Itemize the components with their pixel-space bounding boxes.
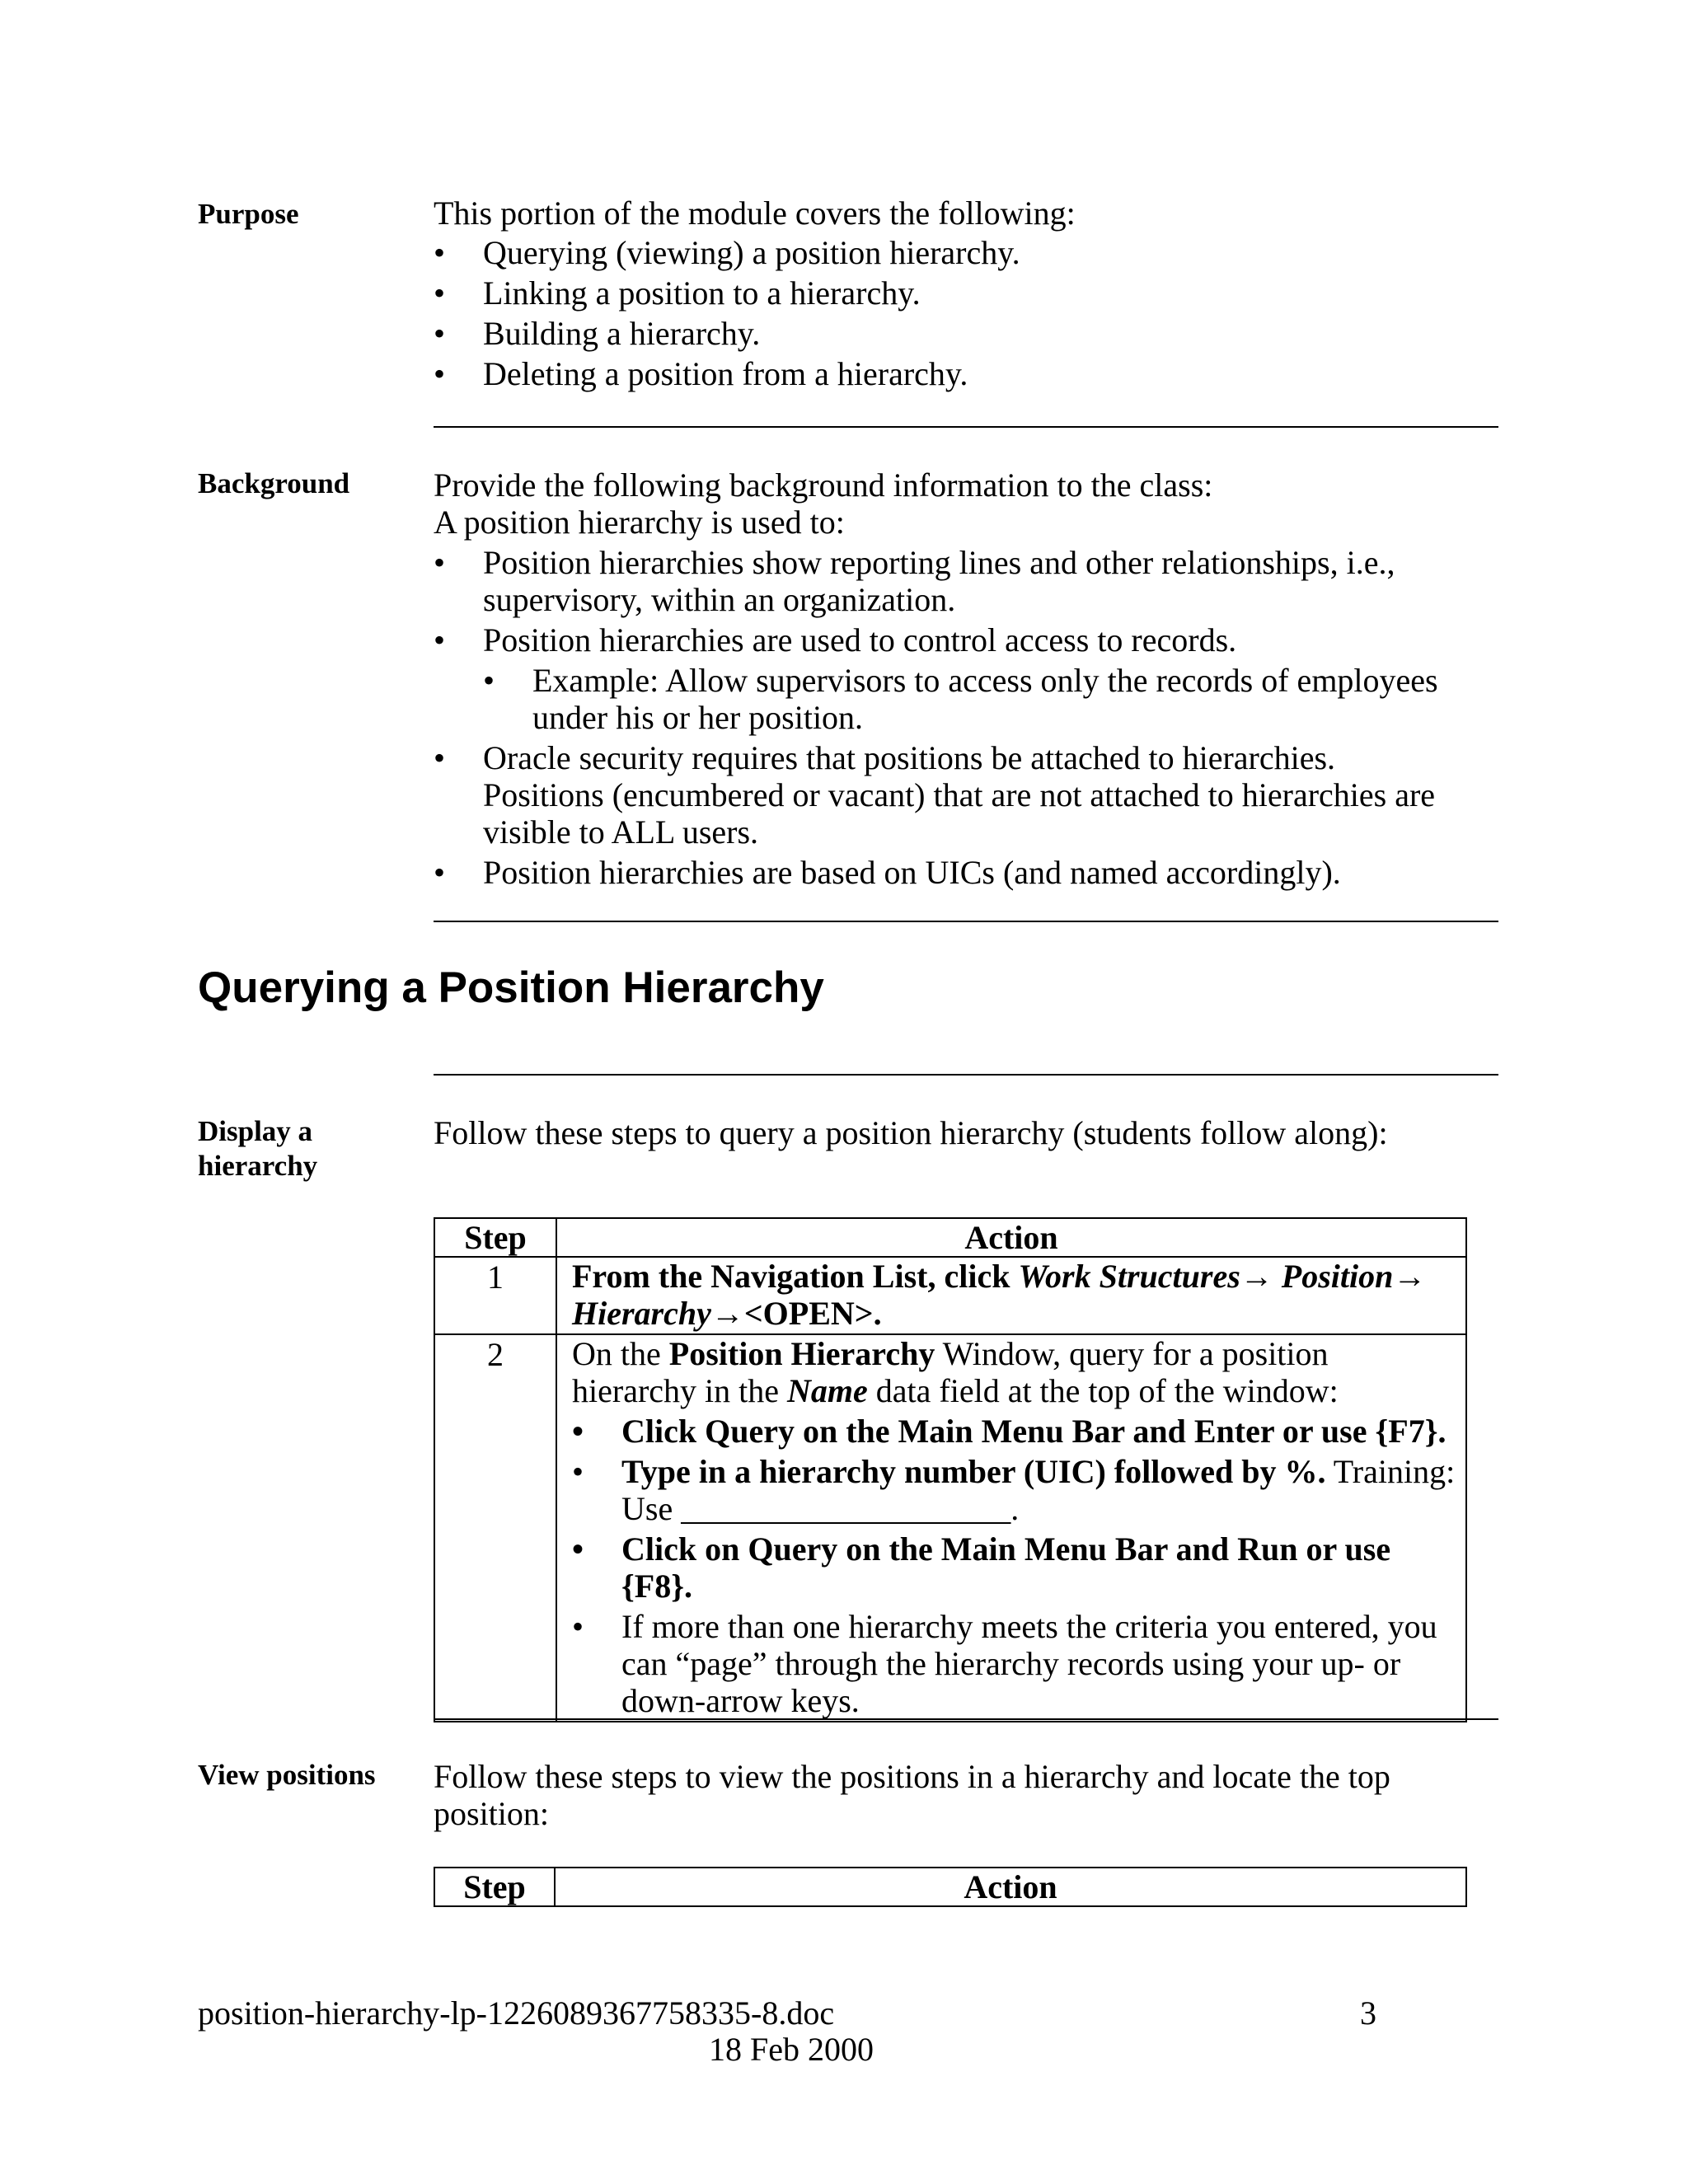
list-item [572,1453,1456,1527]
background-section [434,466,1464,891]
text-fragment: Window, query for a position hierarchy in the [572,1335,1329,1409]
list-item: • Linking a position to a hierarchy. [434,274,1497,312]
step-action [556,1334,1466,1722]
action-list [572,1413,1456,1719]
purpose-section [434,194,1497,392]
list-item: • Click on Query on the Main Menu Bar and Run or use {F8}. [572,1530,1456,1605]
table-row [434,1334,1466,1722]
divider [434,921,1498,922]
action-text [572,1335,1456,1409]
window-name: Position Hierarchy [668,1335,935,1372]
purpose-label: Purpose [198,198,299,230]
list-item: • Example: Allow supervisors to access only the records of employees under his or her position. [483,662,1464,736]
background-sublist [434,662,1464,736]
list-item: • Oracle security requires that positions be attached to hierarchies. Positions (encumbered or vacant) that are not attached to hierarchies are visible to ALL users. [434,739,1464,851]
background-label: Background [198,467,350,499]
action-header: Action [555,1868,1466,1906]
action-text: <OPEN>. [743,1295,882,1332]
divider [434,1718,1498,1720]
background-list [434,544,1464,658]
list-item: • Building a hierarchy. [434,315,1497,352]
page-number: 3 [1360,1994,1376,2032]
display-steps-table [434,1217,1467,1722]
step-action [556,1257,1466,1334]
section-heading: Querying a Position Hierarchy [198,963,824,1012]
view-steps-table [434,1867,1467,1907]
view-positions-label: View positions [198,1759,376,1791]
list-item: • Click Query on the Main Menu Bar and Enter or use {F7}. [572,1413,1456,1450]
text-fragment: On the [572,1335,669,1372]
purpose-list [434,234,1497,392]
view-intro: Follow these steps to view the positions in a hierarchy and locate the top position: [434,1758,1390,1832]
text-fragment: data field at the top of the window: [867,1372,1339,1409]
table-header-row [434,1218,1466,1257]
action-text: From the Navigation List, click [572,1258,1019,1295]
list-item: • Deleting a position from a hierarchy. [434,355,1497,392]
action-header: Action [556,1218,1466,1257]
background-intro-2: A position hierarchy is used to: [434,504,845,541]
purpose-intro: This portion of the module covers the following: [434,194,1076,232]
table-header-row [434,1868,1466,1906]
text-fragment: Training: Use ____________________. [621,1453,1456,1527]
table-row [434,1257,1466,1334]
text-fragment: Type in a hierarchy number (UIC) followed by %. [621,1453,1326,1490]
step-header: Step [434,1868,555,1906]
list-item: • If more than one hierarchy meets the criteria you entered, you can “page” through the hierarchy records using your up- or down-arrow keys. [572,1608,1456,1719]
menu-path: Work Structures→ Position→ Hierarchy→ [572,1258,1427,1332]
list-item: • Position hierarchies are used to control access to records. [434,621,1464,658]
list-item: • Position hierarchies show reporting lines and other relationships, i.e., supervisory, within an organization. [434,544,1464,618]
footer-filename: position-hierarchy-lp-1226089367758335-8.doc [198,1994,835,2032]
display-intro: Follow these steps to query a position hierarchy (students follow along): [434,1114,1388,1151]
field-name: Name [787,1372,868,1409]
background-list-2 [434,739,1464,891]
step-number: 1 [434,1257,556,1334]
display-hierarchy-label: Display a hierarchy [198,1115,318,1182]
footer-date: 18 Feb 2000 [709,2031,874,2068]
divider [434,426,1498,428]
list-item: • Position hierarchies are based on UICs (and named accordingly). [434,854,1464,891]
list-item: • Querying (viewing) a position hierarchy. [434,234,1497,271]
divider [434,1074,1498,1076]
step-number: 2 [434,1334,556,1722]
background-intro: Provide the following background information to the class: [434,466,1213,504]
step-header: Step [434,1218,556,1257]
